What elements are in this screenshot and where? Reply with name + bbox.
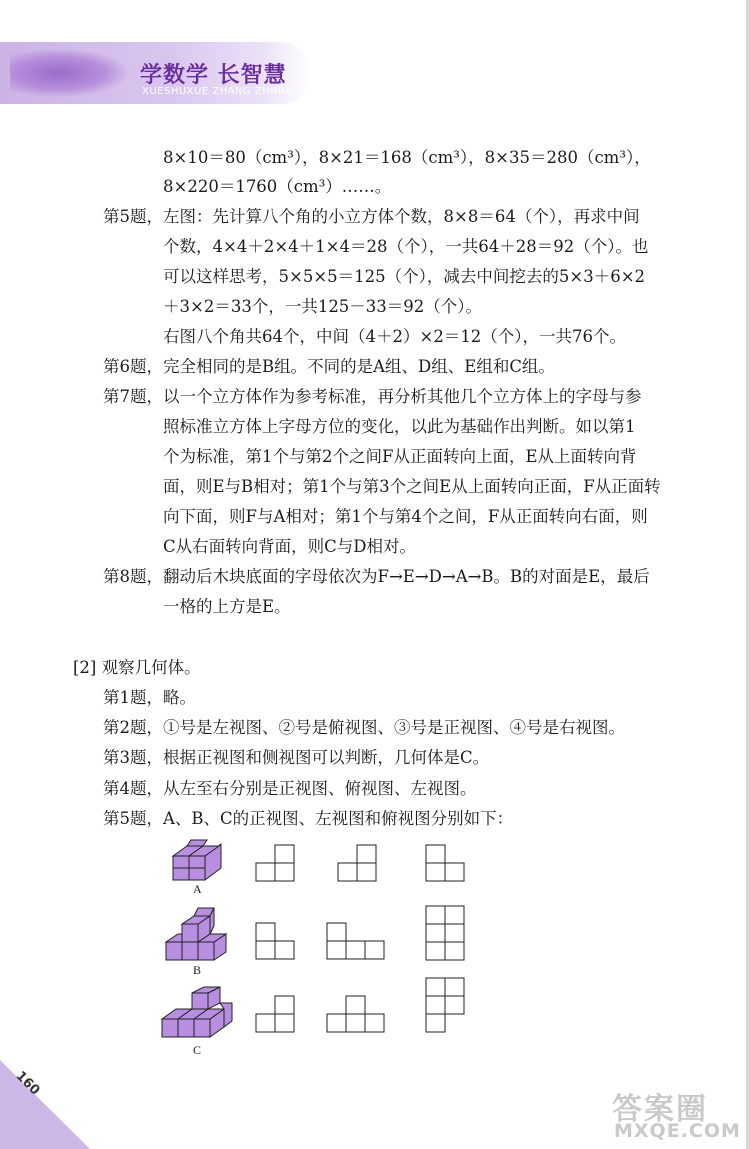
text-line: ＋3×2＝33个，一共125－33＝92（个）。: [163, 297, 483, 316]
text-line: 个数，4×4＋2×4＋1×4＝28（个），一共64＋28＝92（个）。也: [163, 237, 649, 256]
text-line: 第3题，根据正视图和侧视图可以判断，几何体是C。: [103, 748, 490, 767]
text-line: 一格的上方是E。: [163, 597, 291, 616]
text-line: 向下面，则F与A相对；第1个与第4个之间，F从正面转向右面，则: [163, 507, 648, 526]
text-line: 面，则E与B相对；第1个与第3个之间E从上面转向正面，F从正面转: [163, 477, 661, 496]
text-line: 第2题，①号是左视图、②号是俯视图、③号是正视图、④号是右视图。: [103, 718, 625, 737]
view-c-top: [425, 975, 467, 1035]
text-line: 第7题，以一个立方体作为参考标准，再分析其他几个立方体上的字母与参: [103, 387, 642, 406]
view-a-top: [425, 842, 467, 882]
page-corner-decoration: [0, 1060, 90, 1149]
page-edge: [746, 0, 750, 1149]
cube-stack-c-figure: [158, 985, 238, 1045]
watermark-logo: [612, 1084, 742, 1144]
text-line: 可以这样思考，5×5×5＝125（个），减去中间挖去的5×3＋6×2: [163, 267, 646, 286]
header-decoration: [10, 48, 130, 98]
text-line: 8×220＝1760（cm³）……。: [163, 177, 392, 196]
view-b-left: [326, 920, 388, 962]
text-line: 第5题，A、B、C的正视图、左视图和俯视图分别如下：: [103, 809, 514, 828]
text-line: 第1题，略。: [103, 688, 196, 707]
view-a-front: [255, 842, 297, 882]
text-line: 右图八个角共64个，中间（4＋2）×2＝12（个），一共76个。: [163, 327, 627, 346]
text-line: 第4题，从左至右分别是正视图、俯视图、左视图。: [103, 779, 477, 798]
watermark-url: MXQE.COM: [614, 1120, 741, 1142]
text-line: 第8题，翻动后木块底面的字母依次为F→E→D→A→B。B的对面是E，最后: [103, 567, 650, 586]
view-a-left: [337, 842, 379, 882]
view-c-left: [326, 993, 388, 1035]
watermark-text: 答案圈: [612, 1092, 708, 1127]
view-c-front: [255, 993, 297, 1035]
figure-label-c: C: [193, 1043, 202, 1057]
text-line: 8×10＝80（cm³），8×21＝168（cm³），8×35＝280（cm³），: [163, 148, 651, 167]
header-subtitle: XUESHUXUE ZHANG ZHIHUI: [142, 86, 294, 97]
figure-label-a: A: [193, 882, 202, 896]
text-line: 个为标准，第1个与第2个之间F从正面转向上面，E从上面转向背: [163, 447, 637, 466]
cube-stack-b-figure: [162, 902, 234, 964]
header-title: 学数学 长智慧: [140, 63, 287, 88]
text-line: 第6题，完全相同的是B组。不同的是A组、D组、E组和C组。: [103, 357, 555, 376]
section-heading: [2] 观察几何体。: [73, 658, 201, 677]
view-b-front: [255, 920, 297, 962]
page-number: 160: [12, 1068, 43, 1099]
figure-label-b: B: [193, 963, 202, 977]
text-line: 照标准立方体上字母方位的变化，以此为基础作出判断。如以第1: [163, 417, 636, 436]
cube-stack-a-figure: [165, 836, 230, 884]
view-b-top: [425, 903, 467, 963]
text-line: C从右面转向背面，则C与D相对。: [163, 537, 416, 556]
text-line: 第5题，左图：先计算八个角的小立方体个数，8×8＝64（个），再求中间: [103, 207, 640, 226]
